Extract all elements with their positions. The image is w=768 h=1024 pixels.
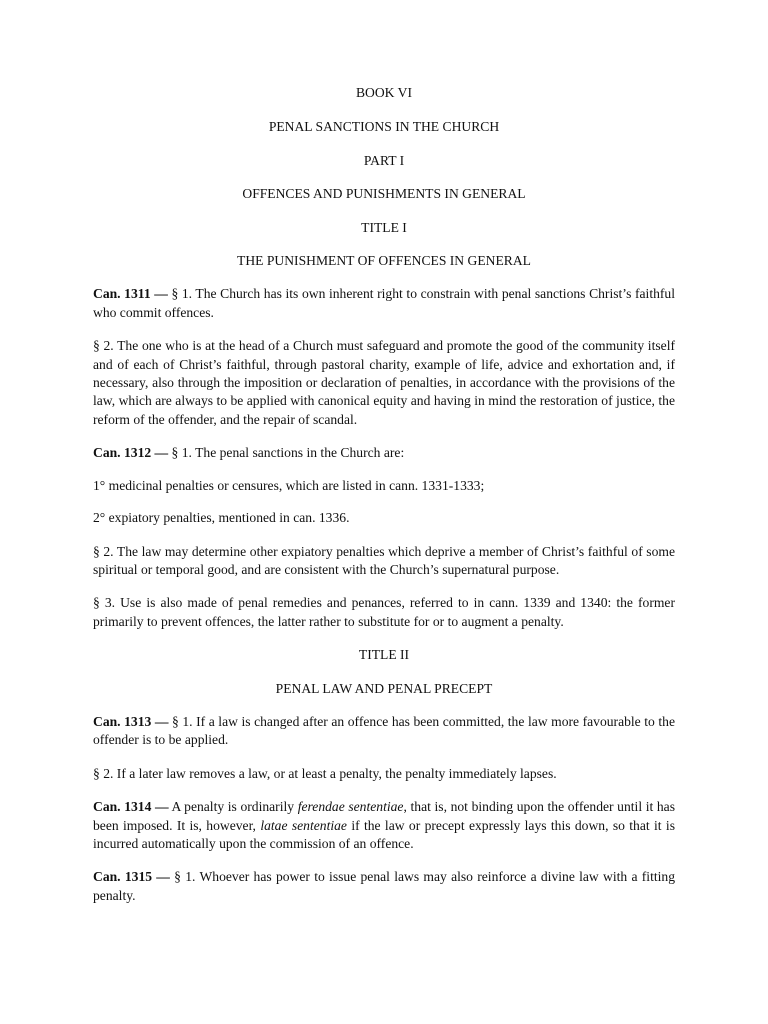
canon-1314-italic-2: latae sententiae — [260, 817, 347, 833]
book-heading: BOOK VI — [355, 85, 412, 100]
canon-1312-item-2: 2° expiatory penalties, mentioned in can. 1336. — [93, 510, 350, 526]
canon-1314-italic-1: ferendae sententiae — [297, 799, 404, 815]
canon-1312-par-1 — [93, 444, 675, 462]
canon-1314-label: Can. 1314 — — [93, 799, 169, 815]
canon-1311-par-1 — [93, 285, 675, 322]
canon-1312-label: Can. 1312 — — [93, 445, 169, 461]
canon-1314 — [93, 798, 675, 853]
book-title: PENAL SANCTIONS IN THE CHURCH — [268, 119, 500, 135]
canon-1313-par-2: § 2. If a later law removes a law, or at least a penalty, the penalty immediately lapses. — [93, 765, 557, 781]
canon-1313-par-1 — [93, 713, 675, 750]
part-title: OFFENCES AND PUNISHMENTS IN GENERAL — [242, 186, 526, 202]
canon-1312-par-3: § 3. Use is also made of penal remedies and penances, referred to in cann. 1339 and 1340: the former primarily to prevent offences, the latter rather to substitute for or to augment a penalty. — [93, 595, 675, 629]
canon-1315-label: Can. 1315 — — [93, 869, 170, 885]
canon-1312-par-1-text: § 1. The penal sanctions in the Church are: — [168, 445, 405, 461]
title-2-name: PENAL LAW AND PENAL PRECEPT — [275, 680, 493, 696]
canon-1313-par-1-text: § 1. If a law is changed after an offence has been committed, the law more favourable to the offender is to be applied. — [93, 713, 675, 748]
title-2-heading: TITLE II — [358, 647, 410, 663]
canon-1311-label: Can. 1311 — — [93, 286, 168, 302]
part-heading: PART I — [363, 152, 405, 168]
canon-1314-text-1: A penalty is ordinarily — [168, 799, 298, 815]
canon-1313-label: Can. 1313 — — [93, 713, 169, 729]
document-body — [93, 84, 675, 920]
canon-1314-text-2: , that is, not binding upon the offender until it has been imposed. It is, however, — [93, 799, 675, 833]
title-1-heading: TITLE I — [361, 219, 407, 235]
canon-1312-item-1: 1° medicinal penalties or censures, which are listed in cann. 1331-1333; — [93, 477, 485, 493]
canon-1314-text-3: if the law or precept expressly lays this down, so that it is incurred automatically upon the commission of an offence. — [93, 817, 675, 851]
canon-1311-par-1-text: § 1. The Church has its own inherent right to constrain with penal sanctions Christ’s faithful who commit offences. — [93, 286, 675, 320]
canon-1315-par-1-text: § 1. Whoever has power to issue penal laws may also reinforce a divine law with a fitting penalty. — [93, 869, 675, 903]
canon-1315-par-1 — [93, 868, 675, 905]
canon-1312-par-2: § 2. The law may determine other expiatory penalties which deprive a member of Christ’s faithful of some spiritual or temporal good, and are consistent with the Church’s supernatural purpose. — [93, 543, 675, 577]
canon-1311-par-2: § 2. The one who is at the head of a Church must safeguard and promote the good of the community itself and of each of Christ’s faithful, through pastoral charity, example of life, advice and exhortation and, if necessary, also through the imposition or declaration of penalties, in accordance with the provisions of the law, which are always to be applied with canonical equity and having in mind the restoration of justice, the reform of the offender, and the repair of scandal. — [93, 338, 675, 427]
title-1-name: THE PUNISHMENT OF OFFENCES IN GENERAL — [237, 253, 531, 269]
